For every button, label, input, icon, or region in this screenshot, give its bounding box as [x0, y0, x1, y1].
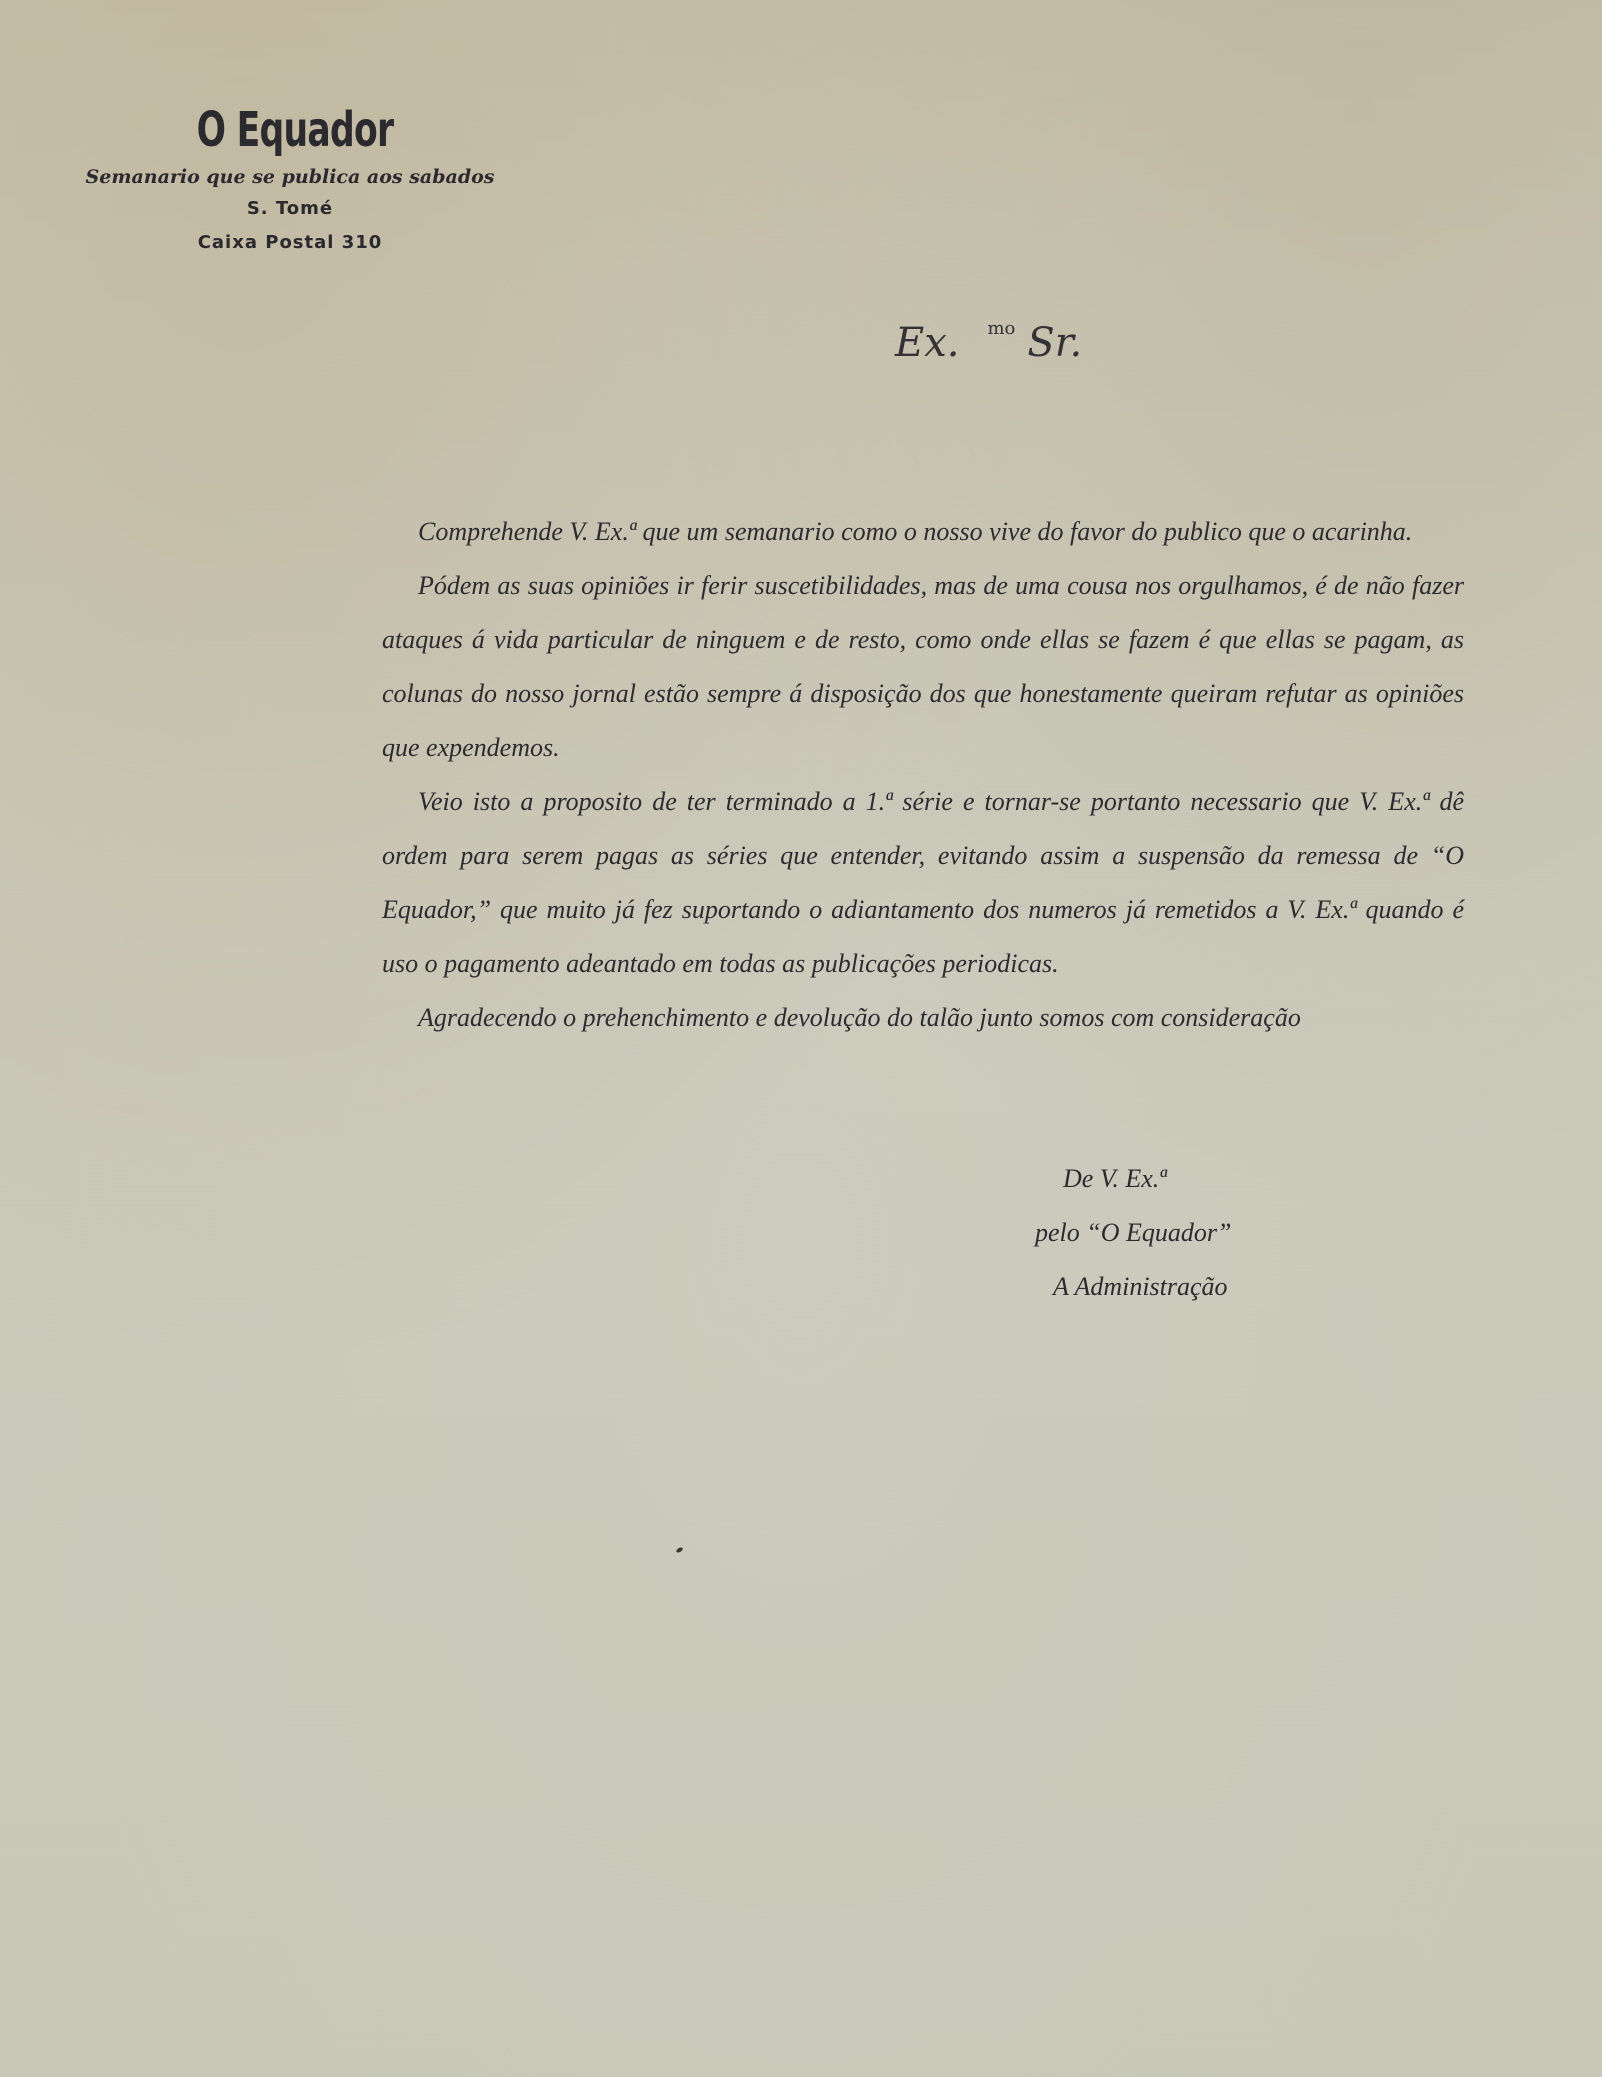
salutation-prefix: Ex. — [895, 320, 960, 366]
closing-line-greeting: De V. Ex.ª — [1063, 1164, 1167, 1193]
letter-closing — [1035, 1152, 1231, 1314]
newspaper-tagline: Semanario que se publica aos sabados — [85, 166, 495, 188]
letterhead — [80, 100, 500, 260]
letterhead-place: S. Tomé — [246, 198, 334, 219]
salutation-suffix: Sr. — [1027, 320, 1083, 366]
body-paragraph: Agradecendo o prehenchimento e devolução do talão junto somos com consideração — [418, 1003, 1301, 1032]
closing-line-sender: pelo “O Equador” — [1035, 1218, 1232, 1247]
body-paragraph: Veio isto a proposito de ter terminado a 1.ª série e tornar-se portanto necessario que V. Ex.ª dê ordem para serem pagas as séries que entender, evitando assim a suspensão da remessa de “O Equador,” que muito já fez suportando o adiantamento dos numeros já remetidos a V. Ex.ª quando é uso o pagamento adeantado em todas as publicações periodicas. — [382, 787, 1464, 978]
salutation — [895, 318, 1082, 366]
paper-speck — [675, 1547, 683, 1554]
letterhead-postbox: Caixa Postal 310 — [197, 232, 383, 253]
closing-line-signatory: A Administração — [1053, 1272, 1228, 1301]
body-paragraph: Comprehende V. Ex.ª que um semanario como o nosso vive do favor do publico que o acarinha. — [418, 517, 1413, 546]
body-paragraph: Pódem as suas opiniões ir ferir suscetibilidades, mas de uma cousa nos orgulhamos, é de não fazer ataques á vida particular de ninguem e de resto, como onde ellas se fazem é que ellas se pagam, as colunas do nosso jornal estão sempre á disposição dos que honestamente queiram refutar as opiniões que expendemos. — [382, 571, 1464, 762]
salutation-superscript: mo — [987, 318, 1016, 339]
newspaper-masthead: O Equador — [196, 102, 394, 158]
letter-body — [382, 505, 1464, 1045]
